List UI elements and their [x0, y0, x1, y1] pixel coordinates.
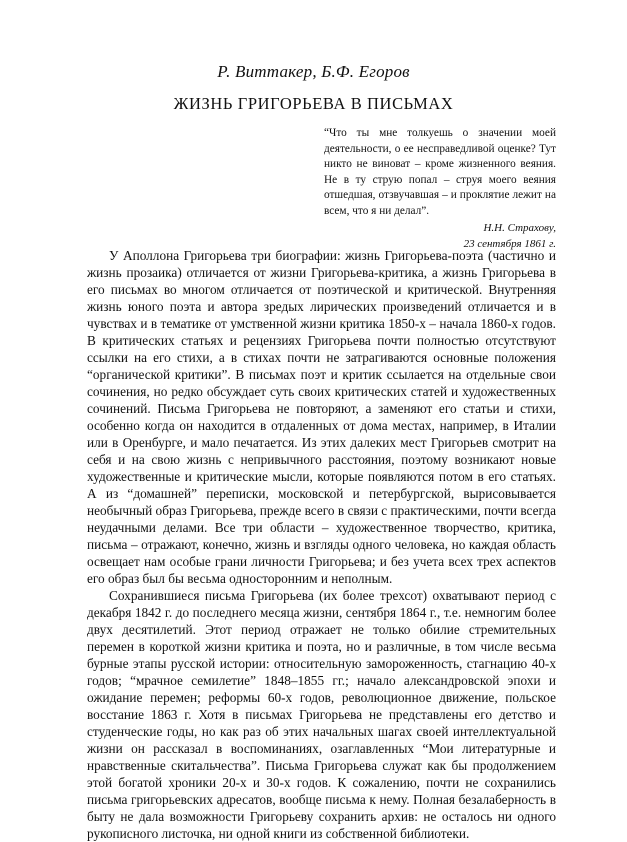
- epigraph: [324, 126, 556, 252]
- article-body: [87, 247, 556, 842]
- authors: Р. Виттакер, Б.Ф. Егоров: [217, 62, 410, 81]
- paragraph: Сохранившиеся письма Григорьева (их более трехсот) охватывают период с декабря 1842 г. до последнего месяца жизни, сентября 1864 г., т.е. немногим более двух десятилетий. Этот период отражает не только обилие стремительных перемен в короткой жизни критика и поэта, но и различные, в том числе весьма бурные этапы русской истории: относительную замороженность, стагнацию 40-х годов; “мрачное семилетие” 1848–1855 гг.; начало александровской эпохи и ожидание перемен; реформы 60-х годов, революционное движение, польское восстание 1863 г. Хотя в письмах Григорьева не представлены его детство и студенческие годы, но как раз об этих начальных шагах своей интеллектуальной жизни он рассказал в воспоминаниях, озаглавленных “Мои литературные и нравственные скитальчества”. Письма Григорьева служат как бы продолжением этой богатой хроники 20-х и 30-х годов. К сожалению, почти не сохранились письма григорьевских адресатов, вообще письма к нему. Полная безалаберность в быту не дала возможности Григорьеву сохранить архив: не осталось ни одного рукописного листочка, ни одной книги из собственной библиотеки.: [87, 588, 556, 841]
- epigraph-addressee: Н.Н. Страхову,: [483, 222, 556, 234]
- epigraph-quote: “Что ты мне толкуешь о значении моей деятельности, о ее несправедливой оценке? Тут никто не виноват – кроме жизненного веяния. Не в ту струю попал – струя моего веяния отшедшая, отзвучавшая – и проклятие лежит на всем, что я ни делал”.: [324, 127, 556, 217]
- article-title: ЖИЗНЬ ГРИГОРЬЕВА В ПИСЬМАХ: [173, 94, 454, 113]
- paragraph: У Аполлона Григорьева три биографии: жизнь Григорьева-поэта (частично и жизнь прозаика) отличается от жизни Григорьева-критика, а жизнь Григорьева в его письмах во многом отличается от поэтической и критической. Внутренняя жизнь юного поэта и автора зредых лирических произведений отличается и в чувствах и в тематике от умственной жизни критика 1850-х – начала 1860-х годов. В критических статьях и рецензиях Григорьева почти полностью отсутствуют ссылки на его стихи, а в стихах почти не затрагиваются основные положения “органической критики”. В письмах поэт и критик ссылается на отдельные свои сочинения, но редко обсуждает суть своих критических статей и художественных сочинений. Письма Григорьева не повторяют, а заменяют его статьи и стихи, особенно когда он находится в отдаленных от дома местах, например, в Италии или в Оренбурге, и мало печатается. Из этих далеких мест Григорьев смотрит на себя и на свою жизнь с непривычного расстояния, поэтому возникают новые художественные и критические мысли, которые появляются потом в его статьях. А из “домашней” переписки, московской и петербургской, вырисовывается необычный образ Григорьева, прежде всего в связи с практическими, почти всегда неудачными делами. Все три области – художественное творчество, критика, письма – отражают, конечно, жизнь и взгляды одного человека, но каждая область освещает нам особые грани личности Григорьева; и без учета всех трех аспектов его образ был бы весьма односторонним и неполным.: [87, 248, 556, 586]
- epigraph-date: 23 сентября 1861 г.: [463, 237, 556, 250]
